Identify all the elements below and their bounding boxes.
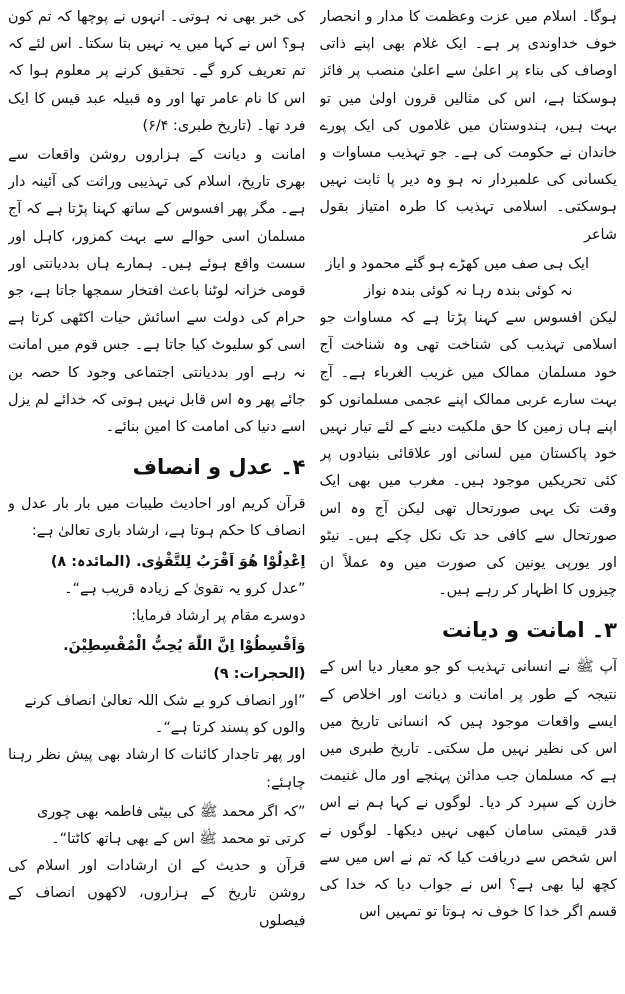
section-heading: ۳۔ امانت و دیانت [442, 618, 617, 643]
right-column [320, 4, 618, 994]
translation-quote: ”عدل کرو یہ تقویٰ کے زیادہ قریب ہے“۔ [64, 580, 306, 597]
paragraph: آپ ﷺ نے انسانی تہذیب کو جو معیار دیا اس کے نتیجہ کے طور پر امانت و دیانت اور اخلاص کے ایسے واقعات موجود ہیں کہ انسانی تاریخ میں اس کی نظیر نہیں مل سکتی۔ تاریخ طبری میں ہے کہ مسلمان جب مدائن پہنچے اور مال غنیمت خازن کے سپرد کر دیا۔ لوگوں نے کہا ہم نے اس قدر قیمتی سامان کبھی نہیں دیکھا۔ لوگوں نے اس شخص سے دریافت کیا کہ تم نے اس میں سے کچھ لیا بھی ہے؟ اس نے جواب دیا کہ خدا کی قسم اگر خدا کا خوف نہ ہوتا تو تمہیں اس [319, 659, 617, 921]
paragraph: ہوگا۔ اسلام میں عزت وعظمت کا مدار و انحصار خوف خداوندی پر ہے۔ ایک غلام بھی اپنے ذاتی اوصاف کی بناء پر اعلیٰ سے اعلیٰ منصب پر فائز ہوسکتا ہے، اس کی مثالیں قرون اولیٰ میں تو بہت ہیں، ہندوستان میں غلاموں کی ایک پورے خاندان نے حکومت کی ہے۔ جو تہذیب مساوات و یکسانی کی علمبردار نہ ہو وہ دیر پا ثابت نہیں ہوسکتی۔ اسلامی تہذیب کا طرہ امتیاز بقول شاعر [319, 9, 617, 243]
quran-verse: وَاَقْسِطُوْا اِنَّ اللّٰهَ يُحِبُّ الْمُقْسِطِيْنَ. (الحجرات: ۹) [63, 638, 306, 683]
paragraph: اور پھر تاجدار کائنات کا ارشاد بھی پیش نظر رہنا چاہئے: [8, 747, 306, 791]
paragraph: قرآن و حدیث کے ان ارشادات اور اسلام کی روشن تاریخ کے ہزاروں، لاکھوں انصاف کے فیصلوں [8, 858, 306, 929]
hadith-quote: ”کہ اگر محمد ﷺ کی بیٹی فاطمہ بھی چوری کرتی تو محمد ﷺ اس کے بھی ہاتھ کاٹتا“۔ [36, 803, 306, 848]
paragraph: قرآن کریم اور احادیث طیبات میں بار بار عدل و انصاف کا حکم ہوتا ہے، ارشاد باری تعالیٰ ہے: [8, 496, 306, 540]
translation-quote: ”اور انصاف کرو بے شک اللہ تعالیٰ انصاف کرنے والوں کو پسند کرتا ہے“۔ [24, 693, 306, 737]
paragraph: دوسرے مقام پر ارشاد فرمایا: [131, 607, 306, 624]
paragraph: لیکن افسوس سے کہنا پڑتا ہے کہ مساوات جو اسلامی تہذیب کی شناخت تھی وہ شناخت آج خود مسلمان ممالک میں غریب الغرباء ہے۔ آج بہت سارے عربی ممالک اپنے عجمی مسلمانوں کو اپنے ہاں زمین کا حق ملکیت دینے کے لئے تیار نہیں خود پاکستان میں لسانی اور علاقائی بنیادوں پر کئی تحریکیں موجود ہیں۔ مغرب میں بھی ایک وقت تک یہی صورتحال تھی لیکن آج وہ اس صورتحال سے کافی حد تک نکل چکے ہیں۔ نیٹو اور یورپی یونین کی صورت میں وہ عملاً ان چیزوں کا اظہار کر رہے ہیں۔ [319, 310, 617, 599]
quran-verse: اِعْدِلُوْا هُوَ اَقْرَبُ لِلتَّقْوٰى. (المائدہ: ۸) [50, 553, 306, 570]
section-heading: ۴۔ عدل و انصاف [132, 455, 306, 480]
paragraph: امانت و دیانت کے ہزاروں روشن واقعات سے بھری تاریخ، اسلام کی تہذیبی وراثت کی آئینہ دار ہے۔ مگر پھر افسوس کے ساتھ کہنا پڑتا ہے کہ آج مسلمان اسی حوالے سے بہت کمزور، کاہل اور سست واقع ہوئے ہیں۔ ہمارے ہاں بددیانتی اور قومی خزانہ لوٹنا باعث افتخار سمجھا جاتا ہے، جو حرام کی دولت سے اسائش حیات اکٹھی کرتا ہے اسی کو سلیوٹ کیا جاتا ہے۔ جس قوم میں امانت نہ رہے اور بددیانتی اجتماعی وجود کا حصہ بن جائے پھر وہ اس قابل نہیں ہوتی کہ خدائے لم یزل اسے دنیا کی امامت کا امین بنائے۔ [8, 147, 306, 436]
left-column [8, 4, 306, 994]
poetry-verse-line: ایک ہی صف میں کھڑے ہو گئے محمود و ایاز [325, 255, 589, 272]
paragraph: کی خبر بھی نہ ہوتی۔ انہوں نے پوچھا کہ تم کون ہو؟ اس نے کہا میں یہ نہیں بتا سکتا۔ اس لئے کہ تم تعریف کرو گے۔ تحقیق کرنے پر معلوم ہوا کہ اس کا نام عامر تھا اور وہ قبیلہ عبد قیس کا ایک فرد تھا۔ (تاریخ طبری: ۶/۴) [8, 9, 306, 134]
poetry-verse-line: نہ کوئی بندہ رہا نہ کوئی بندہ نواز [364, 283, 573, 300]
